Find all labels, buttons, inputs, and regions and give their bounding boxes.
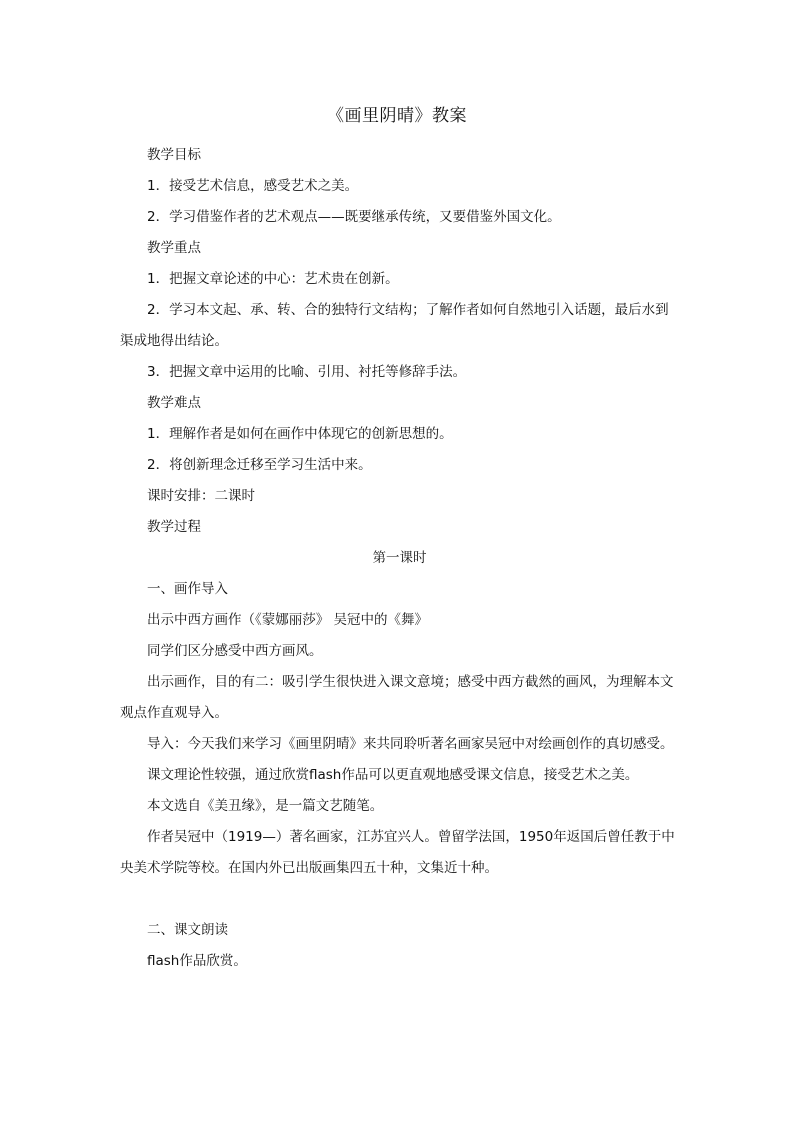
- section-heading-key-points: 教学重点: [147, 240, 201, 256]
- paragraph: 本文选自《美丑缘》，是一篇文艺随笔。: [147, 798, 384, 814]
- section-heading-process: 教学过程: [147, 519, 201, 535]
- document-body: [120, 140, 679, 977]
- blank-line: [120, 884, 679, 915]
- section-heading-reading: 二、课文朗读: [147, 922, 228, 938]
- paragraph: 同学们区分感受中西方画风。: [147, 643, 323, 659]
- paragraph: 1．理解作者是如何在画作中体现它的创新思想的。: [147, 426, 453, 442]
- paragraph: 出示中西方画作（《蒙娜丽莎》 吴冠中的《舞》: [147, 612, 429, 628]
- paragraph: 课文理论性较强，通过欣赏flash作品可以更直观地感受课文信息，接受艺术之美。: [147, 767, 639, 783]
- section-heading-introduction: 一、画作导入: [147, 581, 228, 597]
- paragraph: 2．学习借鉴作者的艺术观点——既要继承传统，又要借鉴外国文化。: [147, 209, 561, 225]
- paragraph: 课时安排：二课时: [147, 488, 255, 504]
- paragraph: 2．学习本文起、承、转、合的独特行文结构；了解作者如何自然地引入话题，最后水到渠成地得出结论。: [120, 302, 669, 349]
- lesson-subtitle: 第一课时: [372, 550, 427, 566]
- paragraph: 导入：今天我们来学习《画里阴晴》来共同聆听著名画家吴冠中对绘画创作的真切感受。: [147, 736, 674, 752]
- paragraph: 1．把握文章论述的中心：艺术贵在创新。: [147, 271, 399, 287]
- paragraph: 3．把握文章中运用的比喻、引用、衬托等修辞手法。: [147, 364, 467, 380]
- document-title: 《画里阴晴》教案: [327, 106, 467, 126]
- paragraph: 出示画作，目的有二：吸引学生很快进入课文意境；感受中西方截然的画风，为理解本文观点作直观导入。: [120, 674, 674, 721]
- paragraph: 1．接受艺术信息，感受艺术之美。: [147, 178, 359, 194]
- section-heading-teaching-goals: 教学目标: [147, 147, 201, 163]
- paragraph: 2．将创新理念迁移至学习生活中来。: [147, 457, 372, 473]
- paragraph: flash作品欣赏。: [147, 953, 247, 969]
- section-heading-difficulties: 教学难点: [147, 395, 201, 411]
- paragraph: 作者吴冠中（1919—）著名画家，江苏宜兴人。曾留学法国，1950年返国后曾任教于中央美术学院等校。在国内外已出版画集四五十种，文集近十种。: [120, 829, 675, 876]
